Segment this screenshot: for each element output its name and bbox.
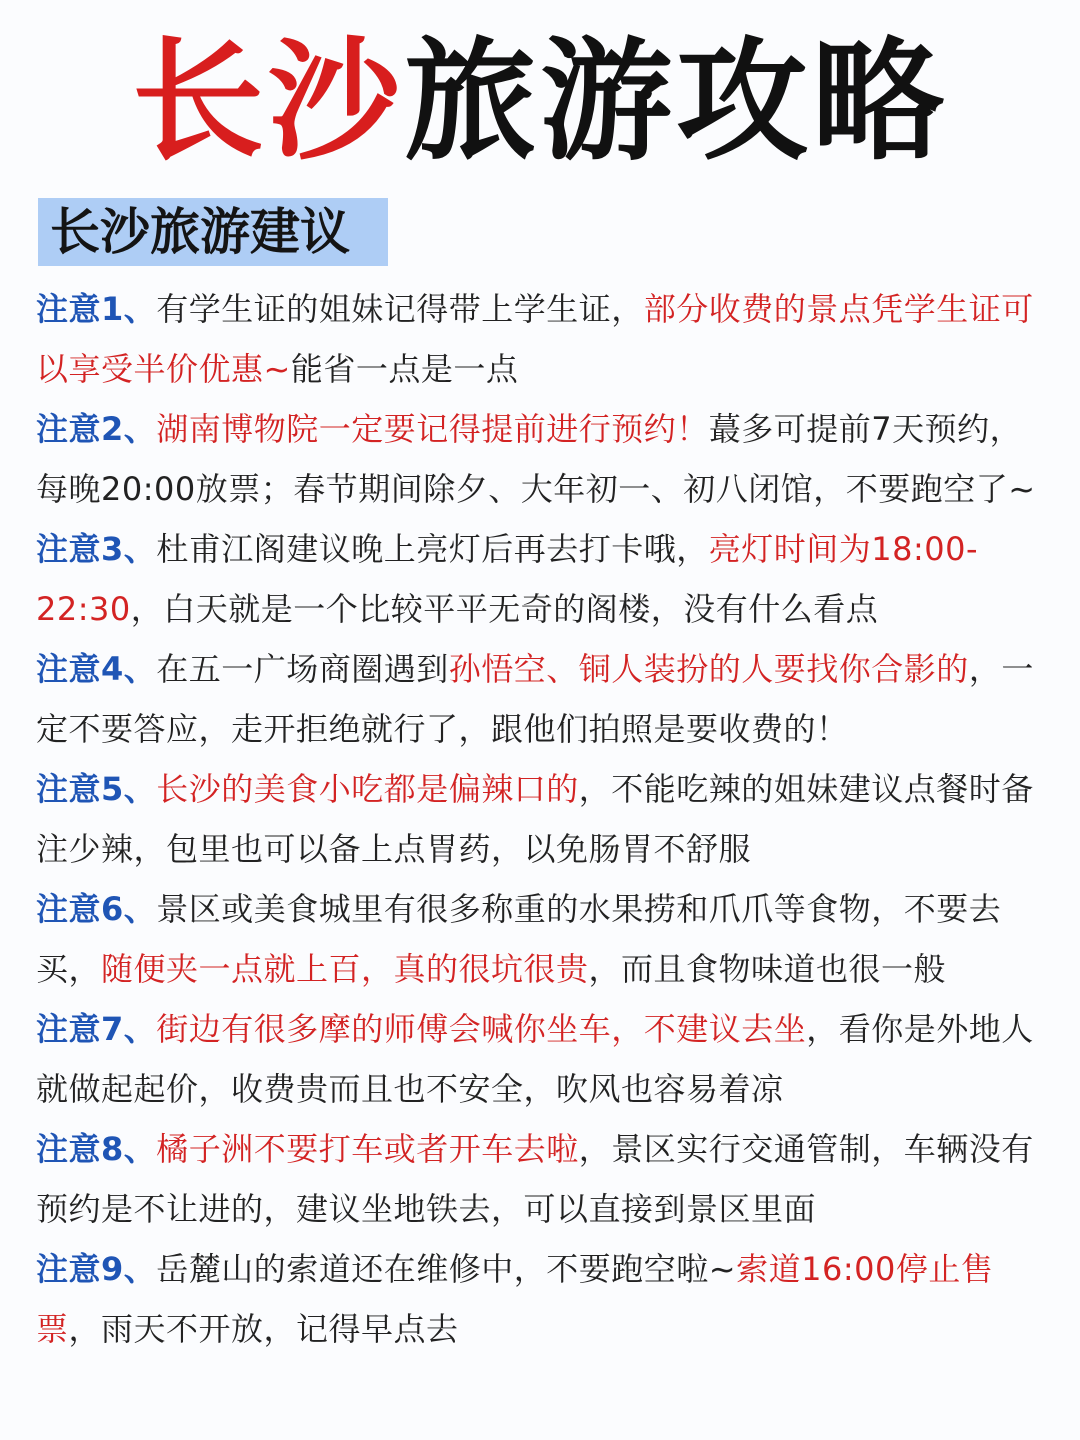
note-label: 注意8、 [36, 1130, 157, 1168]
note-text: 有学生证的姐妹记得带上学生证， [156, 290, 644, 328]
note-item [36, 399, 1046, 519]
page-title [0, 22, 1080, 182]
note-label: 注意3、 [36, 530, 157, 568]
note-item [36, 999, 1046, 1119]
note-text: 景区或美食城里有很多称重的水果捞和爪爪等食物，不要去买， [36, 890, 1002, 988]
note-label: 注意6、 [36, 890, 157, 928]
title-guide: 旅游攻略 [404, 25, 948, 179]
note-item [36, 279, 1046, 399]
note-text: ，雨天不开放，记得早点去 [68, 1310, 459, 1348]
note-text: 能省一点是一点 [290, 350, 519, 388]
note-highlight-text: 湖南博物院一定要记得提前进行预约！ [156, 410, 709, 448]
note-text: 在五一广场商圈遇到 [156, 650, 449, 688]
note-text: 蕞多可提前7天预约，每晚20:00放票；春节期间除夕、大年初一、初八闭馆，不要跑空了~ [36, 410, 1036, 508]
note-label: 注意2、 [36, 410, 157, 448]
note-text: ，白天就是一个比较平平无奇的阁楼，没有什么看点 [130, 590, 879, 628]
note-highlight-text: 随便夹一点就上百，真的很坑很贵 [101, 950, 589, 988]
note-text: ，景区实行交通管制，车辆没有预约是不让进的，建议坐地铁去，可以直接到景区里面 [36, 1130, 1034, 1228]
note-highlight-text: 亮灯时间为18:00-22:30 [36, 530, 979, 628]
note-label: 注意5、 [36, 770, 157, 808]
note-item [36, 1239, 1046, 1359]
note-label: 注意7、 [36, 1010, 157, 1048]
note-text: 岳麓山的索道还在维修中，不要跑空啦~ [156, 1250, 737, 1288]
note-item [36, 879, 1046, 999]
note-highlight-text: 部分收费的景点凭学生证可以享受半价优惠~ [36, 290, 1034, 388]
note-highlight-text: 孙悟空、铜人装扮的人要找你合影的 [448, 650, 969, 688]
section-heading: 长沙旅游建议 [38, 198, 388, 266]
note-item [36, 519, 1046, 639]
note-text: 杜甫江阁建议晚上亮灯后再去打卡哦， [156, 530, 709, 568]
title-city: 长沙 [132, 25, 404, 179]
note-text: ，一定不要答应，走开拒绝就行了，跟他们拍照是要收费的！ [36, 650, 1034, 748]
note-item [36, 759, 1046, 879]
note-highlight-text: 橘子洲不要打车或者开车去啦 [156, 1130, 579, 1168]
note-highlight-text: 索道16:00停止售票 [36, 1250, 994, 1348]
note-label: 注意4、 [36, 650, 157, 688]
note-text: ，而且食物味道也很一般 [588, 950, 947, 988]
note-text: ，不能吃辣的姐妹建议点餐时备注少辣，包里也可以备上点胃药，以免肠胃不舒服 [36, 770, 1034, 868]
note-label: 注意9、 [36, 1250, 157, 1288]
note-highlight-text: 长沙的美食小吃都是偏辣口的 [156, 770, 579, 808]
note-highlight-text: 街边有很多摩的师傅会喊你坐车，不建议去坐 [156, 1010, 807, 1048]
notes-list [36, 279, 1046, 1359]
note-item [36, 1119, 1046, 1239]
note-label: 注意1、 [36, 290, 157, 328]
note-item [36, 639, 1046, 759]
note-text: ，看你是外地人就做起起价，收费贵而且也不安全，吹风也容易着凉 [36, 1010, 1034, 1108]
